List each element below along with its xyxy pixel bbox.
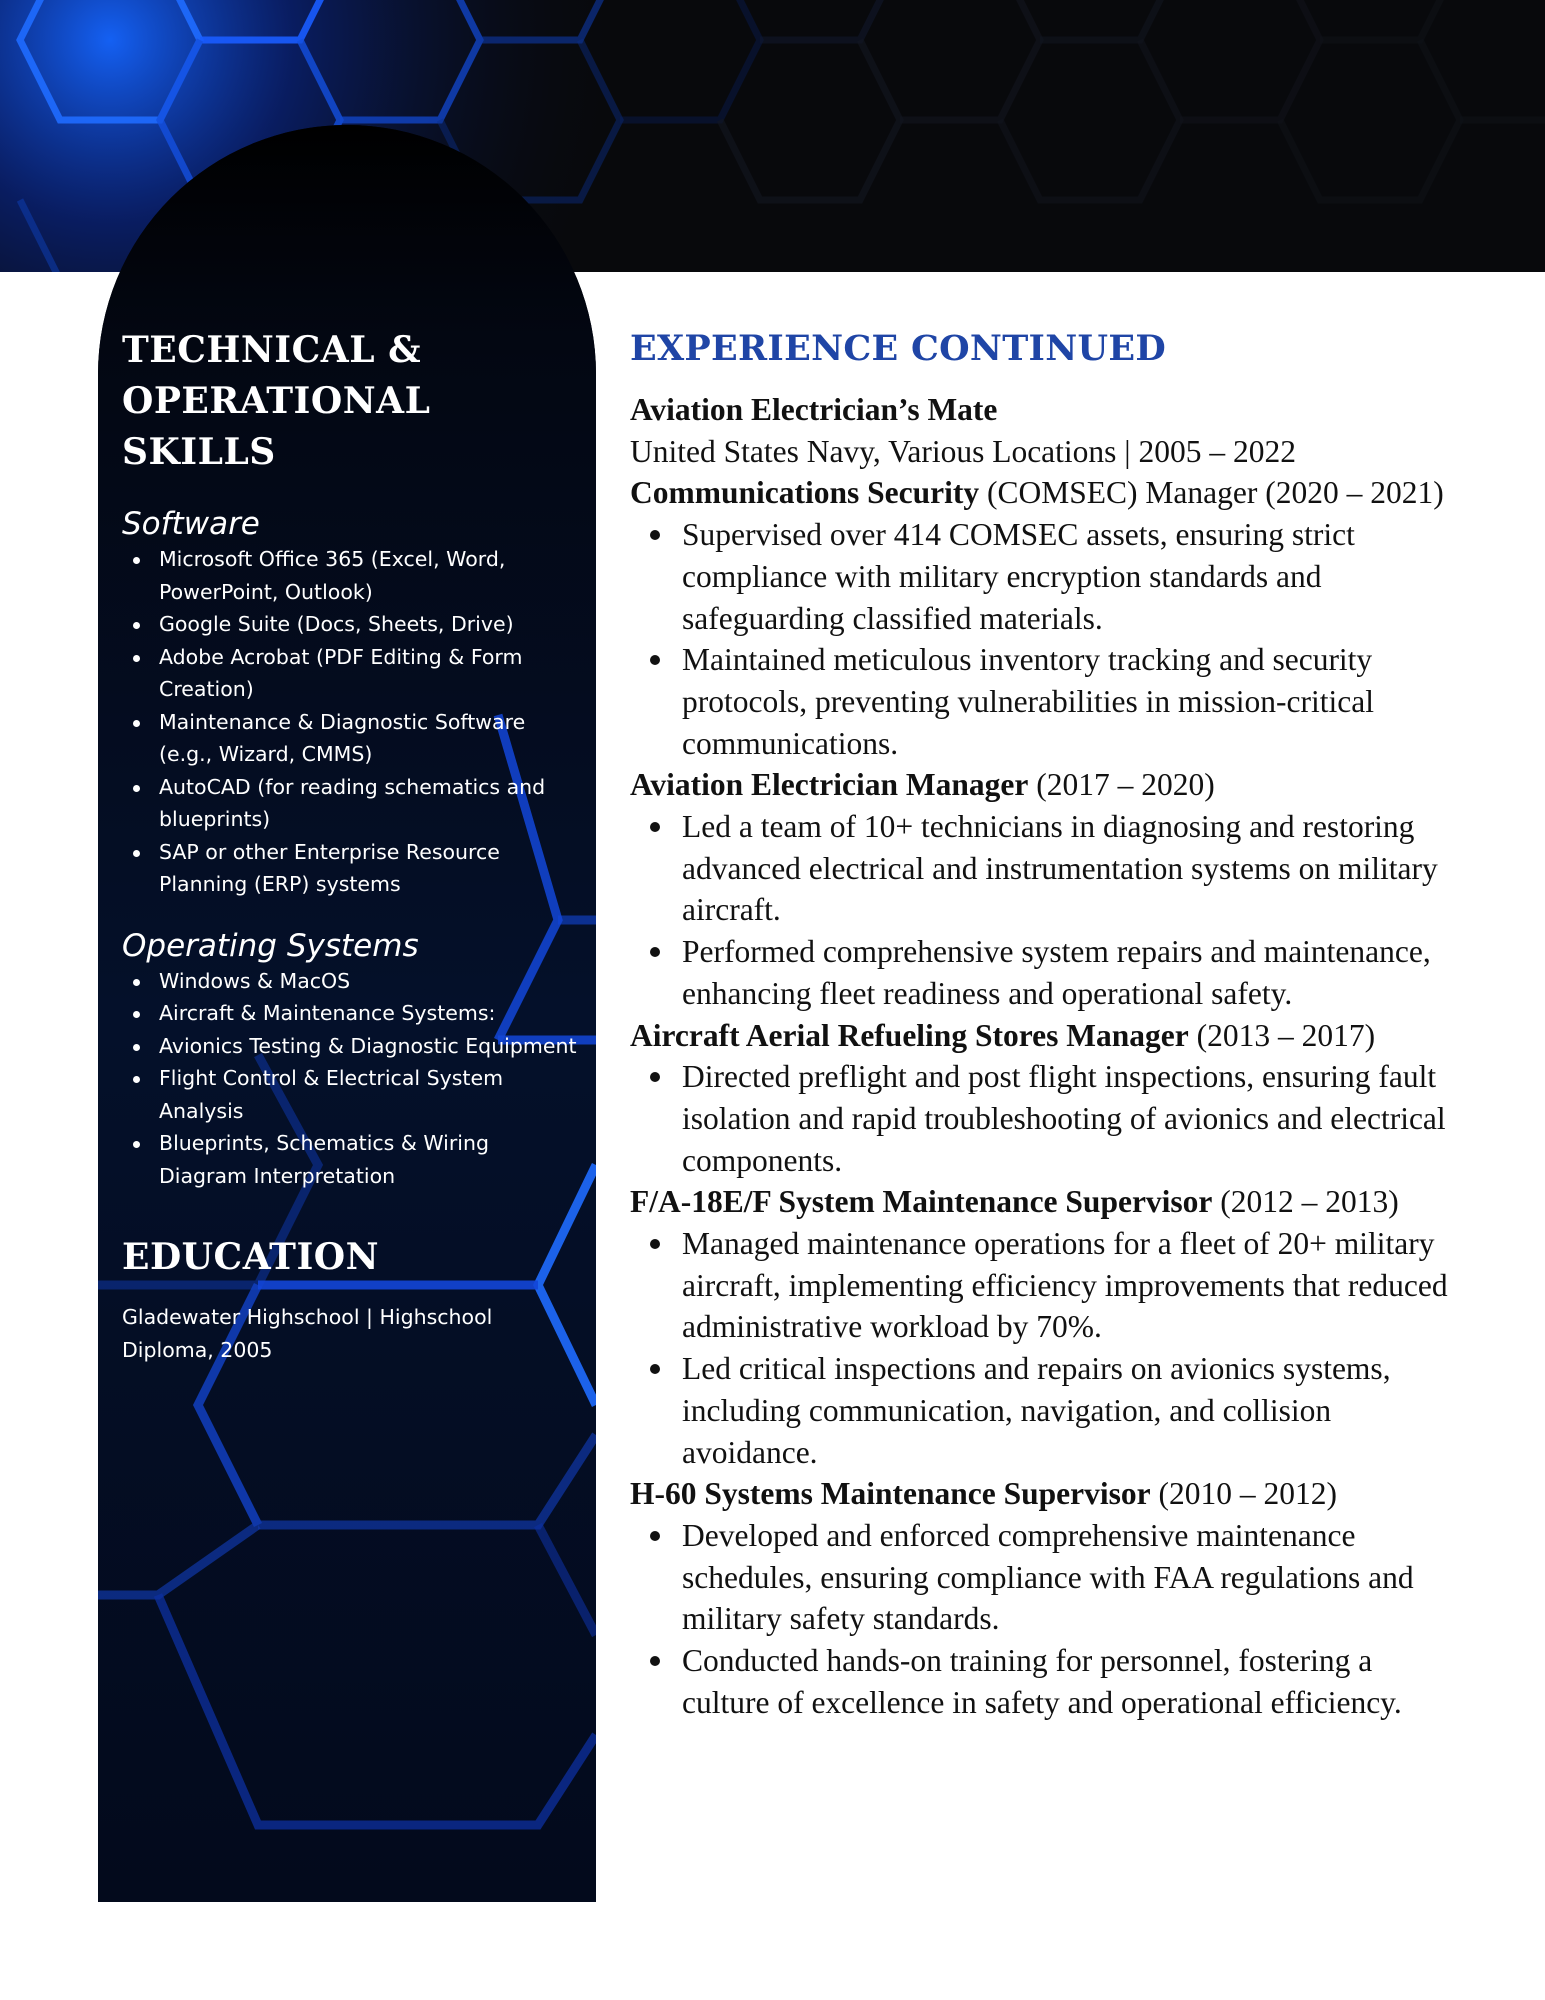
os-heading: Operating Systems xyxy=(122,927,419,964)
skills-title-line2: OPERATIONAL SKILLS xyxy=(122,380,431,473)
list-item: Managed maintenance operations for a fleet of 20+ military aircraft, implementing efficiency improvements that reduced administrative workload by 70%. xyxy=(630,1223,1460,1348)
role-bullets xyxy=(630,1223,1460,1473)
role-dates: (2013 – 2017) xyxy=(1188,1017,1376,1053)
list-item: SAP or other Enterprise Resource Planning (ERP) systems xyxy=(122,836,582,901)
sidebar xyxy=(98,125,596,1902)
list-item: Developed and enforced comprehensive maintenance schedules, ensuring compliance with FAA regulations and military safety standards. xyxy=(630,1515,1460,1640)
list-item: Led a team of 10+ technicians in diagnosing and restoring advanced electrical and instrumentation systems on military aircraft. xyxy=(630,806,1460,931)
role-entry xyxy=(630,472,1460,764)
list-item: Blueprints, Schematics & Wiring Diagram Interpretation xyxy=(122,1127,582,1192)
skills-title xyxy=(122,325,582,478)
software-list xyxy=(122,543,582,901)
job-title-text: Aviation Electrician’s Mate xyxy=(630,392,998,427)
list-item: Flight Control & Electrical System Analysis xyxy=(122,1062,582,1127)
list-item: Aircraft & Maintenance Systems: xyxy=(122,997,582,1030)
role-heading xyxy=(630,472,1460,514)
role-title: F/A-18E/F System Maintenance Supervisor xyxy=(630,1184,1213,1220)
list-item: Microsoft Office 365 (Excel, Word, PowerPoint, Outlook) xyxy=(122,543,582,608)
list-item: Maintenance & Diagnostic Software (e.g., Wizard, CMMS) xyxy=(122,706,582,771)
role-heading xyxy=(630,764,1460,806)
employer-line: United States Navy, Various Locations | 2005 – 2022 xyxy=(630,433,1296,469)
list-item: Directed preflight and post flight inspections, ensuring fault isolation and rapid troubleshooting of avionics and electrical components. xyxy=(630,1056,1460,1181)
role-heading xyxy=(630,1473,1460,1515)
role-dates: (2012 – 2013) xyxy=(1212,1184,1399,1220)
list-item: AutoCAD (for reading schematics and blueprints) xyxy=(122,771,582,836)
role-entry xyxy=(630,764,1460,1014)
role-title: H-60 Systems Maintenance Supervisor xyxy=(630,1476,1151,1512)
list-item: Maintained meticulous inventory tracking and security protocols, preventing vulnerabilities in mission-critical communications. xyxy=(630,639,1460,764)
role-title: Aviation Electrician Manager xyxy=(630,767,1029,803)
role-entry xyxy=(630,1015,1460,1182)
list-item: Performed comprehensive system repairs and maintenance, enhancing fleet readiness and operational safety. xyxy=(630,931,1460,1014)
skills-title-line1: TECHNICAL & xyxy=(122,329,422,371)
education-text: Gladewater Highschool | Highschool Diploma, 2005 xyxy=(122,1305,493,1362)
role-bullets xyxy=(630,514,1460,764)
role-bullets xyxy=(630,1056,1460,1181)
role-heading xyxy=(630,1015,1460,1057)
role-heading xyxy=(630,1181,1460,1223)
list-item: Windows & MacOS xyxy=(122,965,582,998)
role-bullets xyxy=(630,806,1460,1015)
list-item: Avionics Testing & Diagnostic Equipment xyxy=(122,1030,582,1063)
main-content xyxy=(630,318,1460,1724)
list-item: Led critical inspections and repairs on avionics systems, including communication, navigation, and collision avoidance. xyxy=(630,1348,1460,1473)
list-item: Adobe Acrobat (PDF Editing & Form Creation) xyxy=(122,641,582,706)
page-title: EXPERIENCE CONTINUED xyxy=(630,328,1166,369)
role-bullets xyxy=(630,1515,1460,1724)
sidebar-content xyxy=(122,325,582,1366)
role-entry xyxy=(630,1181,1460,1473)
education-title: EDUCATION xyxy=(122,1236,380,1278)
os-list xyxy=(122,965,582,1193)
job-title xyxy=(630,389,1460,431)
role-dates: (COMSEC) Manager (2020 – 2021) xyxy=(979,475,1444,511)
list-item: Supervised over 414 COMSEC assets, ensuring strict compliance with military encryption standards and safeguarding classified materials. xyxy=(630,514,1460,639)
list-item: Google Suite (Docs, Sheets, Drive) xyxy=(122,608,582,641)
software-heading: Software xyxy=(122,506,260,542)
role-dates: (2010 – 2012) xyxy=(1150,1476,1337,1512)
role-dates: (2017 – 2020) xyxy=(1028,767,1215,803)
role-entry xyxy=(630,1473,1460,1723)
list-item: Conducted hands-on training for personnel, fostering a culture of excellence in safety and operational efficiency. xyxy=(630,1640,1460,1723)
role-title: Aircraft Aerial Refueling Stores Manager xyxy=(630,1017,1189,1053)
role-title: Communications Security xyxy=(630,475,980,511)
